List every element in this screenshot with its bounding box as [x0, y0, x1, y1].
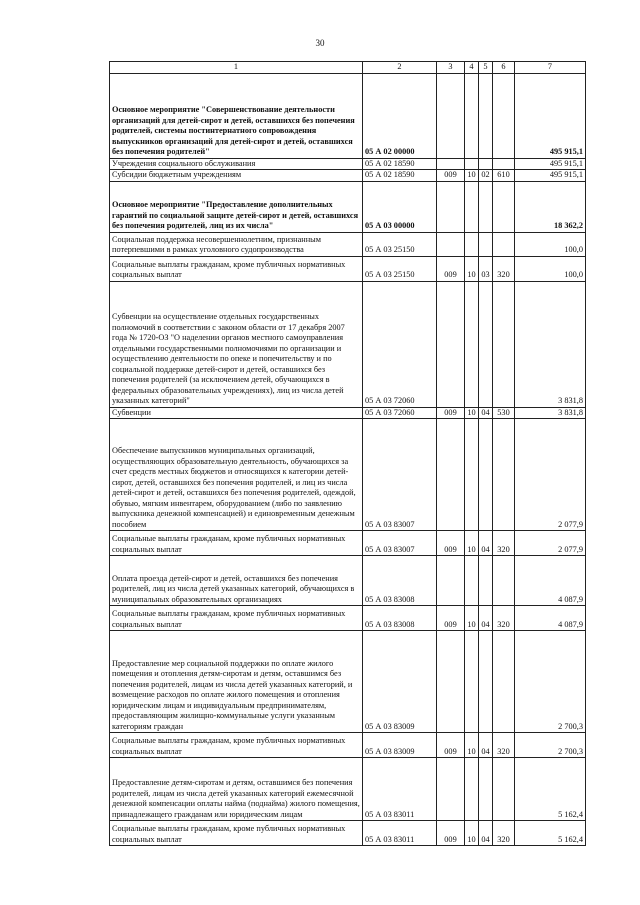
- expense-type-cell: 530: [493, 407, 515, 419]
- subsection-cell: 04: [479, 733, 493, 758]
- table-row: [110, 531, 586, 556]
- amount-cell: 2 700,3: [515, 631, 586, 733]
- name-cell: Основное мероприятие "Предоставление дополнительных гарантий по социальной защите детей-сирот и детей, оставшихся без попечения родителей, лиц из их числа": [110, 181, 363, 232]
- expense-type-cell: 320: [493, 606, 515, 631]
- table-row: [110, 232, 586, 256]
- ministry-cell: [437, 419, 465, 531]
- code-cell: 05 А 03 83009: [363, 733, 437, 758]
- section-cell: 10: [465, 256, 479, 281]
- amount-cell: 495 915,1: [515, 170, 586, 182]
- name-cell: Социальные выплаты гражданам, кроме публичных нормативных социальных выплат: [110, 606, 363, 631]
- name-cell: Учреждения социального обслуживания: [110, 158, 363, 170]
- code-cell: 05 А 02 18590: [363, 170, 437, 182]
- subsection-cell: [479, 631, 493, 733]
- code-cell: 05 А 03 83008: [363, 556, 437, 606]
- ministry-cell: 009: [437, 170, 465, 182]
- amount-cell: 2 700,3: [515, 733, 586, 758]
- amount-cell: 495 915,1: [515, 158, 586, 170]
- amount-cell: 3 831,8: [515, 281, 586, 407]
- table-row: [110, 281, 586, 407]
- subsection-cell: [479, 232, 493, 256]
- name-cell: Предоставление детям-сиротам и детям, оставшимся без попечения родителей, лицам из числа детей указанных категорий ежемесячной денежной компенсации оплаты найма (поднайма) жилого помещения, принадлежащего гражданам или юридическим лицам: [110, 758, 363, 821]
- subsection-cell: 04: [479, 821, 493, 846]
- name-cell: Социальные выплаты гражданам, кроме публичных нормативных социальных выплат: [110, 821, 363, 846]
- budget-table: [109, 61, 586, 846]
- expense-type-cell: [493, 232, 515, 256]
- name-cell: Социальные выплаты гражданам, кроме публичных нормативных социальных выплат: [110, 531, 363, 556]
- section-cell: [465, 758, 479, 821]
- subsection-cell: 04: [479, 531, 493, 556]
- code-cell: 05 А 03 83007: [363, 419, 437, 531]
- subsection-cell: [479, 281, 493, 407]
- section-cell: [465, 181, 479, 232]
- header-row: [110, 62, 586, 74]
- code-cell: 05 А 03 25150: [363, 232, 437, 256]
- amount-cell: 100,0: [515, 232, 586, 256]
- table-row: [110, 181, 586, 232]
- code-cell: 05 А 03 83007: [363, 531, 437, 556]
- ministry-cell: [437, 158, 465, 170]
- section-cell: 10: [465, 606, 479, 631]
- table-row: [110, 758, 586, 821]
- ministry-cell: [437, 556, 465, 606]
- ministry-cell: [437, 181, 465, 232]
- table-row: [110, 631, 586, 733]
- expense-type-cell: 610: [493, 170, 515, 182]
- code-cell: 05 А 03 00000: [363, 181, 437, 232]
- ministry-cell: 009: [437, 733, 465, 758]
- section-cell: [465, 631, 479, 733]
- header-cell-7: 7: [515, 62, 586, 74]
- section-cell: 10: [465, 733, 479, 758]
- code-cell: 05 А 03 25150: [363, 256, 437, 281]
- header-cell-3: 3: [437, 62, 465, 74]
- ministry-cell: 009: [437, 821, 465, 846]
- expense-type-cell: [493, 419, 515, 531]
- subsection-cell: [479, 181, 493, 232]
- expense-type-cell: 320: [493, 733, 515, 758]
- header-cell-6: 6: [493, 62, 515, 74]
- subsection-cell: [479, 158, 493, 170]
- code-cell: 05 А 03 83011: [363, 821, 437, 846]
- amount-cell: 5 162,4: [515, 758, 586, 821]
- amount-cell: 5 162,4: [515, 821, 586, 846]
- section-cell: [465, 556, 479, 606]
- header-cell-5: 5: [479, 62, 493, 74]
- expense-type-cell: [493, 631, 515, 733]
- name-cell: Социальные выплаты гражданам, кроме публичных нормативных социальных выплат: [110, 256, 363, 281]
- code-cell: 05 А 03 72060: [363, 281, 437, 407]
- expense-type-cell: [493, 181, 515, 232]
- table-row: [110, 407, 586, 419]
- name-cell: Социальные выплаты гражданам, кроме публичных нормативных социальных выплат: [110, 733, 363, 758]
- code-cell: 05 А 03 83009: [363, 631, 437, 733]
- amount-cell: 18 362,2: [515, 181, 586, 232]
- expense-type-cell: [493, 556, 515, 606]
- subsection-cell: [479, 758, 493, 821]
- table-row: [110, 73, 586, 158]
- name-cell: Субсидии бюджетным учреждениям: [110, 170, 363, 182]
- expense-type-cell: [493, 758, 515, 821]
- code-cell: 05 А 03 72060: [363, 407, 437, 419]
- subsection-cell: [479, 419, 493, 531]
- code-cell: 05 А 02 00000: [363, 73, 437, 158]
- expense-type-cell: [493, 281, 515, 407]
- section-cell: 10: [465, 170, 479, 182]
- subsection-cell: 04: [479, 606, 493, 631]
- expense-type-cell: 320: [493, 531, 515, 556]
- ministry-cell: 009: [437, 256, 465, 281]
- ministry-cell: 009: [437, 606, 465, 631]
- code-cell: 05 А 03 83011: [363, 758, 437, 821]
- ministry-cell: [437, 232, 465, 256]
- subsection-cell: 02: [479, 170, 493, 182]
- ministry-cell: [437, 73, 465, 158]
- header-cell-1: 1: [110, 62, 363, 74]
- name-cell: Оплата проезда детей-сирот и детей, оставшихся без попечения родителей, лиц из числа детей указанных категорий, обучающихся в муниципальных образовательных организациях: [110, 556, 363, 606]
- section-cell: 10: [465, 531, 479, 556]
- expense-type-cell: [493, 158, 515, 170]
- name-cell: Предоставление мер социальной поддержки по оплате жилого помещения и отопления детям-сиротам и детям, оставшимся без попечения родителей, лицам из числа детей указанных категорий, и возмещение расходов по оплате жилого помещения и отопления юридическим лицам и индивидуальным предпринимателям, предоставляющим жилищно-коммунальные услуги указанным категориям граждан: [110, 631, 363, 733]
- name-cell: Субвенции на осуществление отдельных государственных полномочий в соответствии с законом области от 17 декабря 2007 года № 1720-ОЗ "О наделении органов местного самоуправления отдельными государственными полномочиями по организации и осуществлению деятельности по опеке и попечительству и по социальной поддержке детей-сирот и детей, оставшихся без попечения родителей (за исключением детей, обучающихся в федеральных образовательных учреждениях), лиц из числа детей указанных категорий": [110, 281, 363, 407]
- ministry-cell: [437, 281, 465, 407]
- section-cell: [465, 73, 479, 158]
- amount-cell: 100,0: [515, 256, 586, 281]
- table-row: [110, 733, 586, 758]
- code-cell: 05 А 02 18590: [363, 158, 437, 170]
- subsection-cell: 03: [479, 256, 493, 281]
- name-cell: Обеспечение выпускников муниципальных организаций, осуществляющих образовательную деятельность, обучающихся за счет средств местных бюджетов и относящихся к категории детей-сирот, детей, оставшихся без попечения родителей, и лиц из числа детей-сирот и детей, оставшихся без попечения родителей, одеждой, обувью, мягким инвентарем, оборудованием (либо по заявлению выпускника денежной компенсацией) и единовременным денежным пособием: [110, 419, 363, 531]
- code-cell: 05 А 03 83008: [363, 606, 437, 631]
- ministry-cell: 009: [437, 407, 465, 419]
- header-cell-4: 4: [465, 62, 479, 74]
- subsection-cell: [479, 73, 493, 158]
- expense-type-cell: 320: [493, 256, 515, 281]
- ministry-cell: [437, 758, 465, 821]
- amount-cell: 2 077,9: [515, 419, 586, 531]
- expense-type-cell: [493, 73, 515, 158]
- ministry-cell: [437, 631, 465, 733]
- section-cell: [465, 232, 479, 256]
- section-cell: [465, 419, 479, 531]
- amount-cell: 3 831,8: [515, 407, 586, 419]
- amount-cell: 4 087,9: [515, 606, 586, 631]
- ministry-cell: 009: [437, 531, 465, 556]
- table-row: [110, 170, 586, 182]
- section-cell: 10: [465, 821, 479, 846]
- table-row: [110, 821, 586, 846]
- amount-cell: 4 087,9: [515, 556, 586, 606]
- section-cell: 10: [465, 407, 479, 419]
- page-number: 30: [315, 38, 325, 48]
- table-row: [110, 556, 586, 606]
- table-row: [110, 606, 586, 631]
- amount-cell: 2 077,9: [515, 531, 586, 556]
- table-row: [110, 256, 586, 281]
- expense-type-cell: 320: [493, 821, 515, 846]
- name-cell: Субвенции: [110, 407, 363, 419]
- section-cell: [465, 281, 479, 407]
- subsection-cell: [479, 556, 493, 606]
- amount-cell: 495 915,1: [515, 73, 586, 158]
- name-cell: Социальная поддержка несовершеннолетним, признанным потерпевшими в рамках уголовного судопроизводства: [110, 232, 363, 256]
- table-row: [110, 419, 586, 531]
- header-cell-2: 2: [363, 62, 437, 74]
- section-cell: [465, 158, 479, 170]
- table-row: [110, 158, 586, 170]
- subsection-cell: 04: [479, 407, 493, 419]
- name-cell: Основное мероприятие "Совершенствование деятельности организаций для детей-сирот и детей, оставшихся без попечения родителей, системы постинтернатного сопровождения выпускников организаций для детей-сирот и детей, оставшихся без попечения родителей": [110, 73, 363, 158]
